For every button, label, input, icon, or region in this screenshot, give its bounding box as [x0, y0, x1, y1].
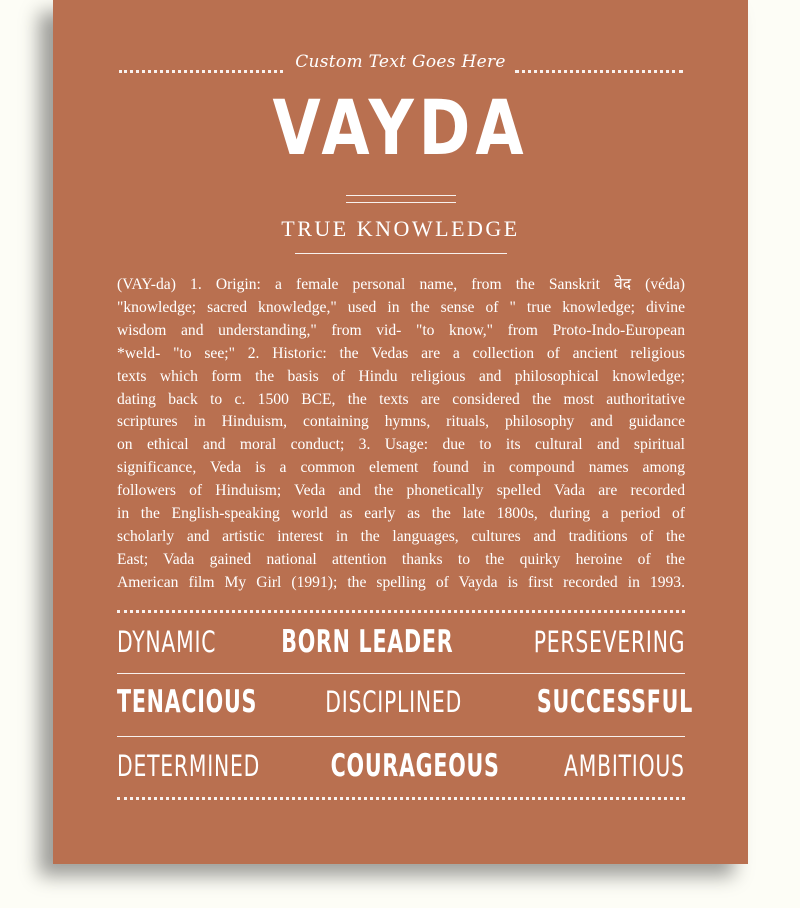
poster-name: VAYDA: [272, 83, 529, 172]
definition-line: dating back to c. 1500 BCE, the texts are considered the most authoritative: [117, 390, 685, 408]
trait-word: TENACIOUS: [117, 684, 258, 720]
trait-word: COURAGEOUS: [330, 748, 500, 784]
definition-line: in the English-speaking world as early as the late 1800s, during a period of: [117, 505, 685, 523]
name-underline-1: [346, 195, 456, 196]
definition-line: followers of Hinduism; Veda and the phonetically spelled Vada are recorded: [117, 482, 685, 500]
name-underline-2: [346, 202, 456, 203]
trait-word: DETERMINED: [117, 749, 261, 783]
definition-line: wisdom and understanding," from vid- "to know," from Proto-Indo-European: [117, 321, 685, 339]
definition-line: "knowledge; sacred knowledge," used in the sense of " true knowledge; divine: [117, 298, 685, 316]
trait-word: DYNAMIC: [117, 625, 217, 659]
trait-word: BORN LEADER: [281, 624, 454, 660]
traits-row-1: [117, 624, 685, 660]
name-definition: [117, 274, 685, 595]
meaning-underline: [295, 253, 507, 254]
traits-bottom-dotted-divider: [117, 797, 685, 800]
definition-line: East; Vada gained national attention thanks to the quirky heroine of the: [117, 550, 685, 568]
traits-divider-2: [117, 736, 685, 737]
traits-top-dotted-divider: [117, 610, 685, 613]
definition-line: *weld- "to see;" 2. Historic: the Vedas are a collection of ancient religious: [117, 344, 685, 362]
top-right-dotted-divider: [515, 70, 683, 73]
trait-word: DISCIPLINED: [325, 685, 463, 719]
name-meaning: TRUE KNOWLEDGE: [281, 216, 520, 241]
custom-text: Custom Text Goes Here: [295, 52, 506, 72]
traits-row-3: [117, 748, 685, 784]
trait-word: AMBITIOUS: [564, 749, 685, 783]
definition-line: on ethical and moral conduct; 3. Usage: due to its cultural and spiritual: [117, 436, 685, 454]
traits-row-2: [117, 684, 693, 720]
definition-line: scriptures in Hinduism, containing hymns, rituals, philosophy and guidance: [117, 413, 685, 431]
definition-line: texts which form the basis of Hindu religious and philosophical knowledge;: [117, 367, 685, 385]
trait-word: SUCCESSFUL: [536, 684, 693, 720]
traits-divider-1: [117, 673, 685, 674]
trait-word: PERSEVERING: [533, 625, 685, 659]
definition-line: scholarly and artistic interest in the languages, cultures and traditions of the: [117, 527, 685, 545]
definition-line: significance, Veda is a common element found in compound names among: [117, 459, 685, 477]
definition-line: American film My Girl (1991); the spelling of Vayda is first recorded in 1993.: [117, 573, 685, 591]
definition-line: (VAY-da) 1. Origin: a female personal name, from the Sanskrit वेद (véda): [117, 276, 685, 293]
name-poster: [53, 0, 748, 864]
